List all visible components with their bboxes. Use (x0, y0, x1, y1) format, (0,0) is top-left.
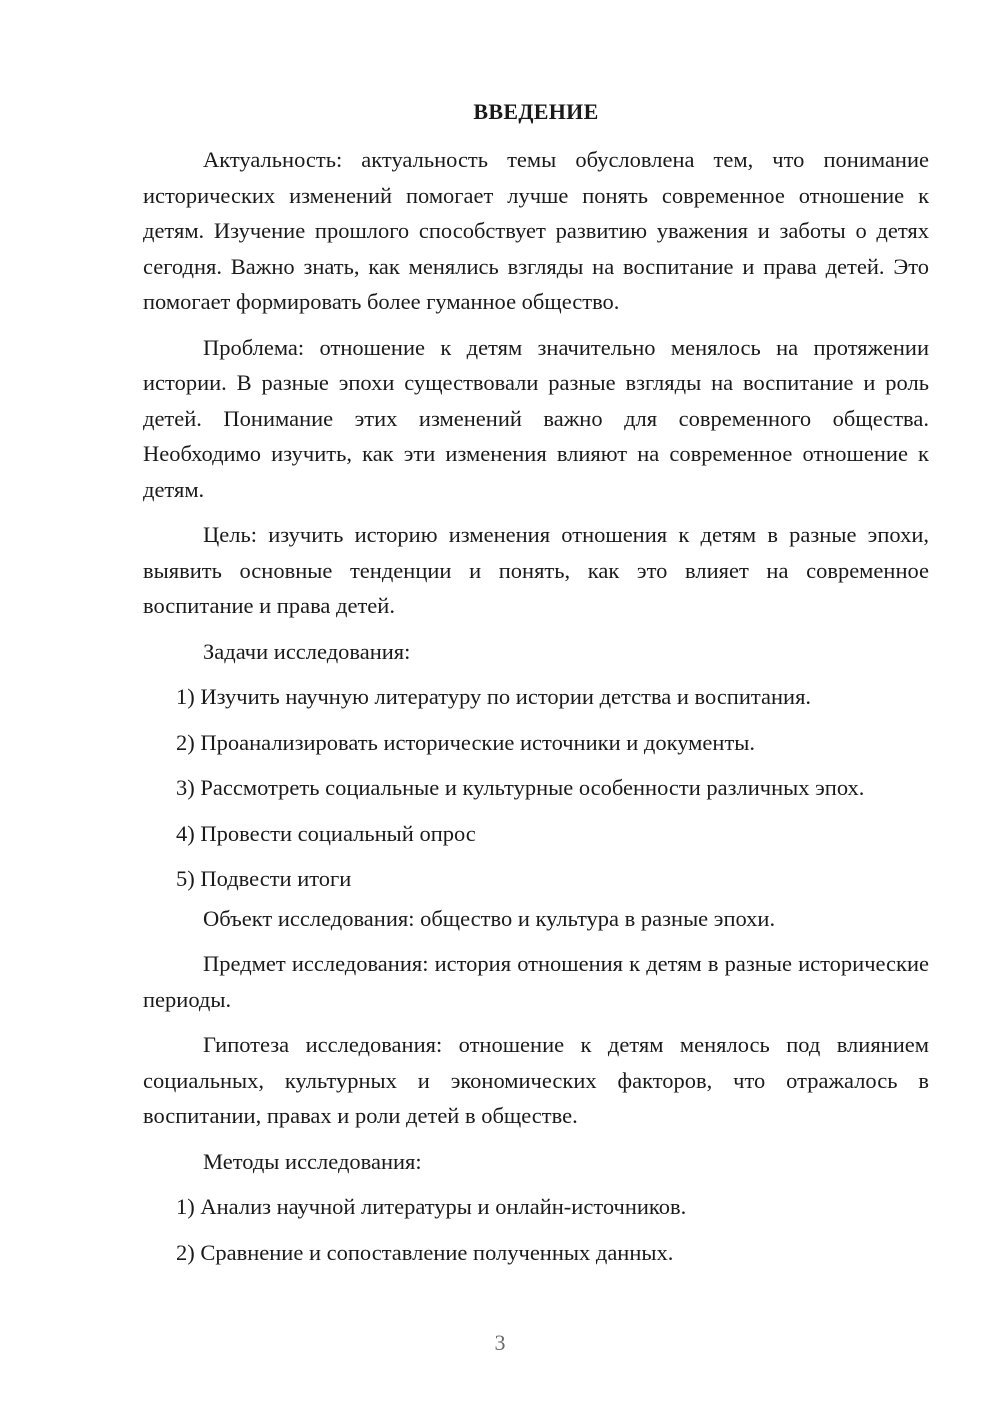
problem-paragraph: Проблема: отношение к детям значительно менялось на протяжении истории. В разные эпохи существовали разные взгляды на воспитание и роль детей. Понимание этих изменений важно для современного общества. Необходимо изучить, как эти изменения влияют на современное отношение к детям. (143, 334, 929, 502)
methods-label: Методы исследования: (203, 1148, 422, 1174)
hypothesis-paragraph: Гипотеза исследования: отношение к детям менялось под влиянием социальных, культурных и экономических факторов, что отражалось в воспитании, правах и роли детей в обществе. (143, 1032, 929, 1128)
task-item: 2) Проанализировать исторические источники и документы. (176, 729, 756, 755)
section-heading: ВВЕДЕНИЕ (473, 99, 599, 124)
goal-paragraph: Цель: изучить историю изменения отношения к детям в разные эпохи, выявить основные тенденции и понять, как это влияет на современное воспитание и права детей. (143, 522, 929, 618)
relevance-paragraph: Актуальность: актуальность темы обусловлена тем, что понимание исторических изменений помогает лучше понять современное отношение к детям. Изучение прошлого способствует развитию уважения и заботы о детях сегодня. Важно знать, как менялись взгляды на воспитание и права детей. Это помогает формировать более гуманное общество. (143, 147, 929, 314)
task-item: 1) Изучить научную литературу по истории детства и воспитания. (176, 684, 812, 709)
method-item: 1) Анализ научной литературы и онлайн-источников. (176, 1194, 687, 1219)
object-paragraph: Объект исследования: общество и культура в разные эпохи. (203, 905, 776, 931)
document-body (143, 142, 929, 1280)
tasks-label: Задачи исследования: (203, 638, 411, 664)
task-item: 3) Рассмотреть социальные и культурные особенности различных эпох. (176, 775, 865, 800)
task-item: 5) Подвести итоги (176, 866, 352, 891)
page-number: 3 (494, 1330, 506, 1355)
task-item: 4) Провести социальный опрос (176, 820, 476, 846)
subject-paragraph: Предмет исследования: история отношения к детям в разные исторические периоды. (143, 951, 929, 1012)
method-item: 2) Сравнение и сопоставление полученных данных. (176, 1239, 674, 1265)
